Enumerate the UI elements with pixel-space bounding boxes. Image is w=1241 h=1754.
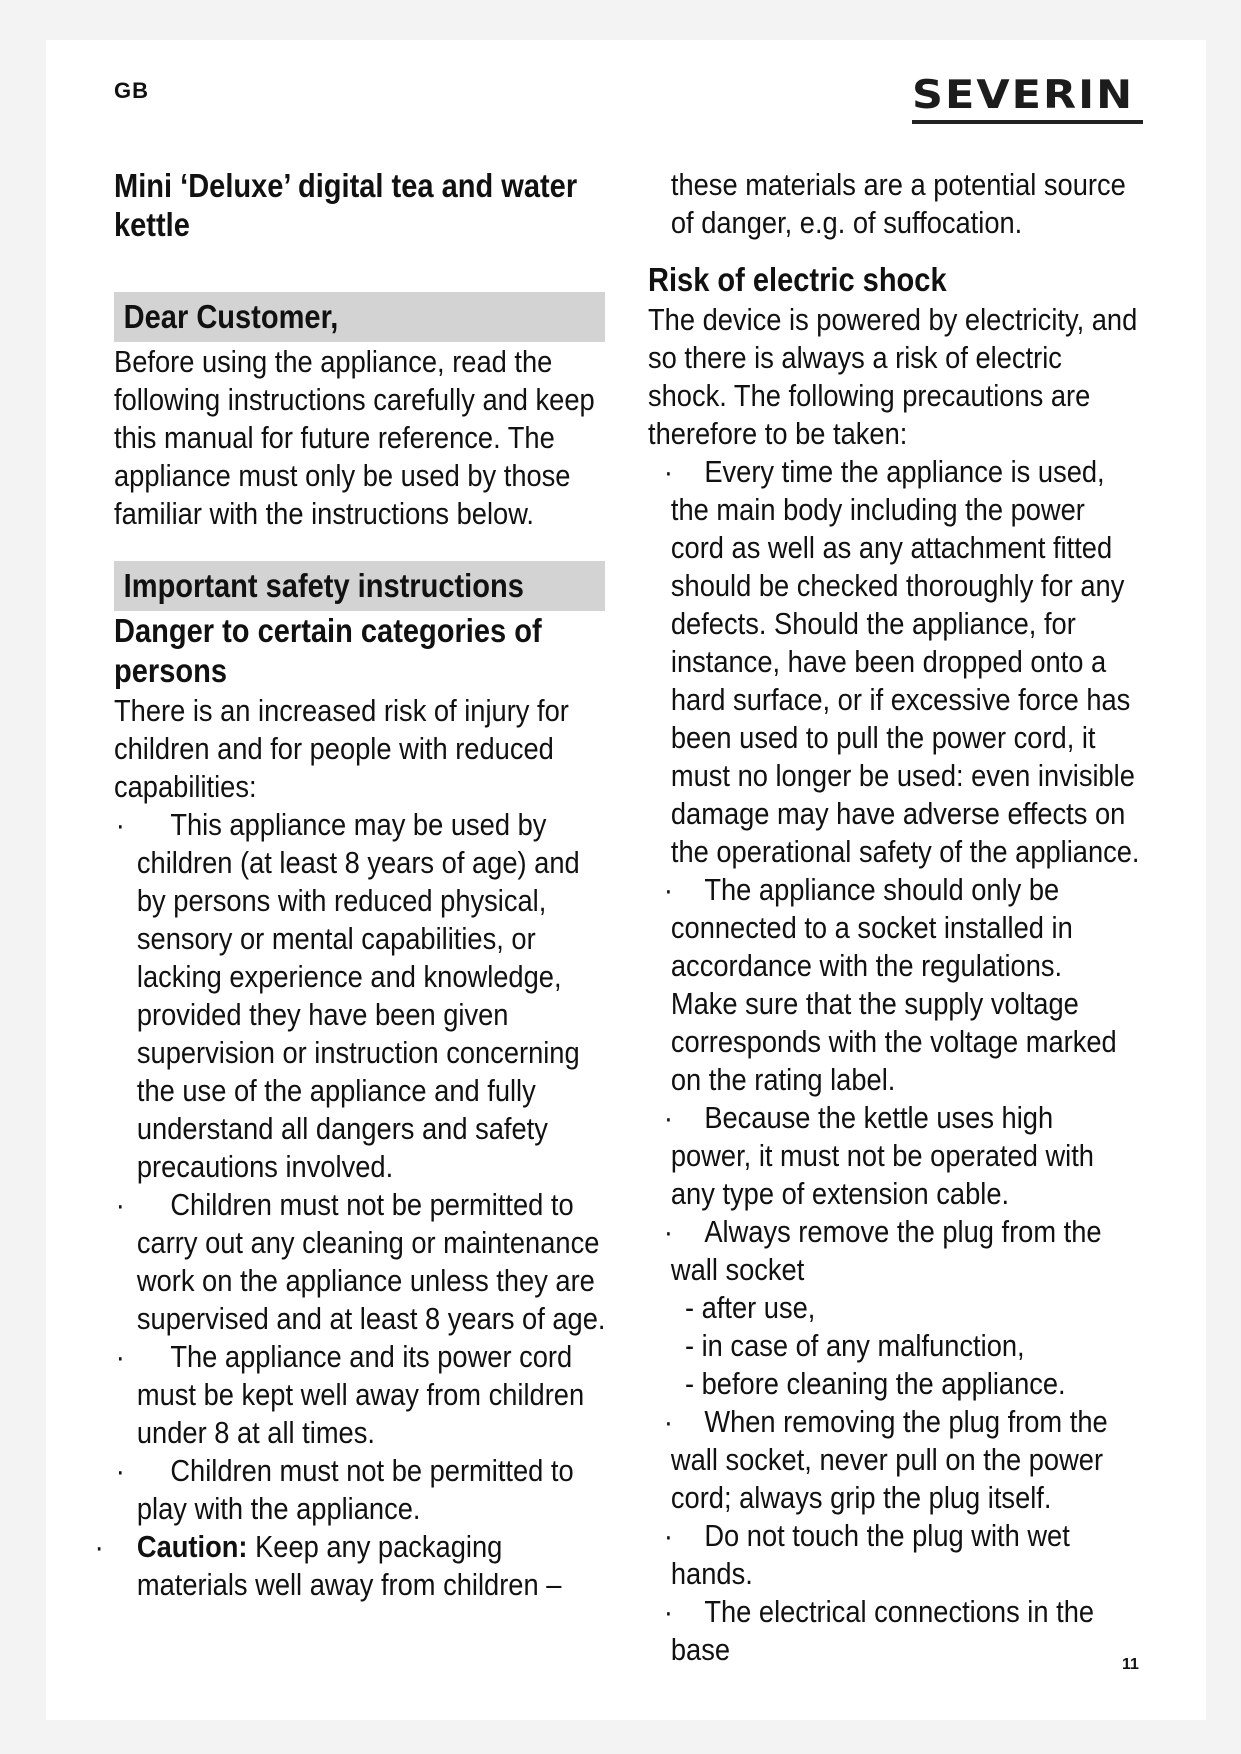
logo-underline [912, 120, 1143, 124]
left-column [94, 166, 607, 1604]
bullet-icon: · [115, 807, 125, 842]
bullet-icon: · [663, 1404, 673, 1439]
bullet-icon: · [115, 1187, 125, 1222]
bullet-icon: · [663, 454, 673, 489]
bullet-icon: · [94, 1529, 104, 1564]
bullet-icon: · [663, 1214, 673, 1249]
voltage-note: Make sure that the supply voltage corresponds with the voltage marked on the rating label. [670, 986, 1117, 1097]
electric-shock-heading: Risk of electric shock [648, 261, 947, 298]
danger-intro: There is an increased risk of injury for children and for people with reduced capabilities: [114, 693, 569, 804]
list-item: · Always remove the plug from the wall socket [663, 1214, 1102, 1287]
list-item: · When removing the plug from the wall socket, never pull on the power cord; always grip the plug itself. [663, 1404, 1108, 1515]
bullet-icon: · [663, 1100, 673, 1135]
list-item: · The appliance and its power cord must be kept well away from children under 8 at all times. [115, 1339, 585, 1450]
bullet-icon: · [115, 1339, 125, 1374]
bullet-icon: · [663, 1594, 673, 1629]
caution-item [94, 1528, 607, 1604]
document-title: Mini ‘Deluxe’ digital tea and water kettle [114, 167, 578, 243]
continued-text: these materials are a potential source of danger, e.g. of suffocation. [670, 167, 1126, 240]
dash-item: - after use, [684, 1290, 816, 1325]
danger-heading: Danger to certain categories of persons [114, 612, 542, 689]
page-number: 11 [1122, 1656, 1139, 1673]
intro-paragraph: Before using the appliance, read the following instructions carefully and keep this manual for future reference. The appliance must only be used by those familiar with the instructions below. [114, 344, 595, 531]
bullet-icon: · [115, 1453, 125, 1488]
safety-heading: Important safety instructions [114, 561, 605, 611]
dear-customer-heading: Dear Customer, [114, 292, 605, 342]
list-item: · The appliance should only be connected to a socket installed in accordance with the regulations. [663, 872, 1073, 983]
shock-intro: The device is powered by electricity, and so there is always a risk of electric shock. The following precautions are therefore to be taken: [648, 302, 1138, 451]
list-item: · Every time the appliance is used, the main body including the power cord as well as any attachment fitted should be checked thoroughly for any defects. Should the appliance, for instance, have been dropped onto a hard surface, or if excessive force has been used to pull the power cord, it must no longer be used: even invisible damage may have adverse effects on the operational safety of the appliance. [663, 454, 1140, 869]
caution-text: Keep any packaging materials well away from children – [136, 1529, 562, 1602]
dash-item: - before cleaning the appliance. [684, 1366, 1066, 1401]
list-item: · Because the kettle uses high power, it must not be operated with any type of extension cable. [663, 1100, 1094, 1211]
list-item: · The electrical connections in the base [663, 1594, 1095, 1667]
bullet-icon: · [663, 872, 673, 907]
right-column [648, 166, 1141, 1669]
brand-logo: SEVERIN [912, 72, 1135, 118]
dash-item: - in case of any malfunction, [684, 1328, 1025, 1363]
caution-label: Caution: [136, 1529, 248, 1564]
list-item: · Do not touch the plug with wet hands. [663, 1518, 1070, 1591]
list-item: · This appliance may be used by children (at least 8 years of age) and by persons with reduced physical, sensory or mental capabilities, or lacking experience and knowledge, provided they have been given supervision or instruction concerning the use of the appliance and fully understand all dangers and safety precautions involved. [115, 807, 580, 1184]
list-item: · Children must not be permitted to carry out any cleaning or maintenance work on the appliance unless they are supervised and at least 8 years of age. [115, 1187, 606, 1336]
list-item: · Children must not be permitted to play with the appliance. [115, 1453, 574, 1526]
bullet-icon: · [663, 1518, 673, 1553]
language-code: GB [114, 78, 149, 103]
